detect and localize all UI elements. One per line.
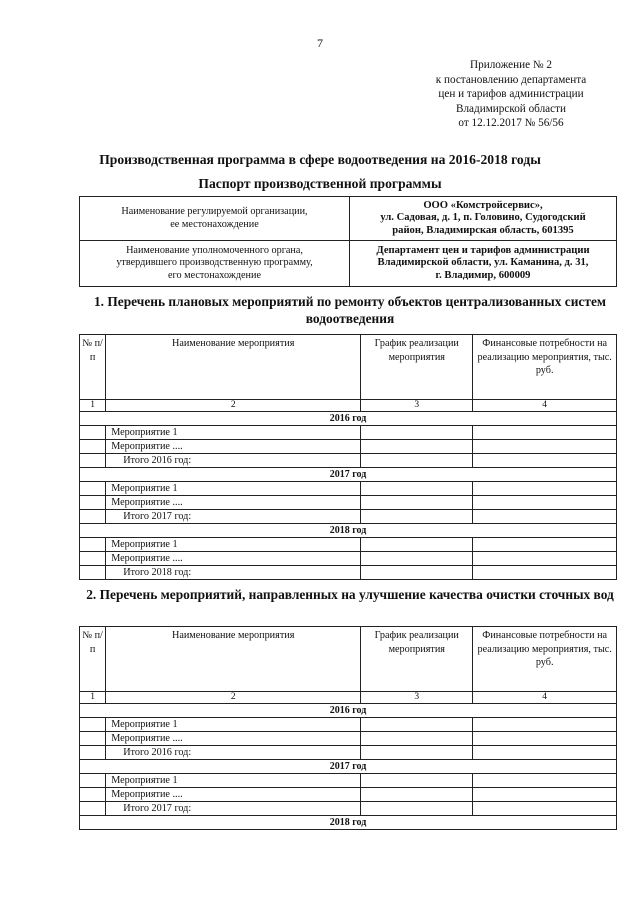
cell-finance	[473, 774, 617, 788]
year-label: 2016 год	[80, 704, 617, 718]
total-label: Итого 2017 год:	[106, 510, 361, 524]
cell-schedule	[361, 496, 473, 510]
table-row	[80, 496, 617, 510]
year-label: 2016 год	[80, 412, 617, 426]
year-row	[80, 704, 617, 718]
year-row	[80, 760, 617, 774]
cell-num	[80, 746, 106, 760]
appendix-line: к постановлению департамента	[435, 73, 587, 86]
cell-schedule	[361, 538, 473, 552]
table-row	[80, 538, 617, 552]
cell-schedule	[361, 454, 473, 468]
total-label: Итого 2016 год:	[106, 454, 361, 468]
total-row	[80, 566, 617, 580]
cell-num	[80, 440, 106, 454]
appendix-block	[400, 58, 622, 131]
year-row	[80, 524, 617, 538]
cell-schedule	[361, 788, 473, 802]
section1-table	[79, 334, 617, 580]
header-num: № п/п	[80, 627, 106, 692]
passport-row-authority	[80, 241, 617, 287]
header-finance: Финансовые потребности на реализацию мероприятия, тыс. руб.	[473, 335, 617, 400]
cell-finance	[473, 482, 617, 496]
header-schedule: График реализации мероприятия	[361, 335, 473, 400]
cell-schedule	[361, 552, 473, 566]
column-number: 1	[80, 400, 106, 412]
table-row	[80, 440, 617, 454]
section2-title: 2. Перечень мероприятий, направленных на улучшение качества очистки сточных вод	[86, 587, 614, 602]
cell-finance	[473, 440, 617, 454]
column-number: 4	[473, 400, 617, 412]
table-row	[80, 718, 617, 732]
activity-name: Мероприятие 1	[106, 538, 361, 552]
appendix-line: Приложение № 2	[470, 59, 552, 71]
cell-schedule	[361, 440, 473, 454]
cell-finance	[473, 454, 617, 468]
cell-finance	[473, 802, 617, 816]
passport-table	[79, 196, 617, 287]
activity-name: Мероприятие ....	[106, 732, 361, 746]
cell-finance	[473, 496, 617, 510]
cell-schedule	[361, 718, 473, 732]
cell-num	[80, 496, 106, 510]
header-num: № п/п	[80, 335, 106, 400]
passport-value: Департамент цен и тарифов администрации Владимирской области, ул. Каманина, д. 31, г. Владимир, 600009	[350, 241, 617, 287]
activity-name: Мероприятие 1	[106, 482, 361, 496]
year-label: 2017 год	[80, 468, 617, 482]
total-row	[80, 510, 617, 524]
passport-row-organization	[80, 197, 617, 241]
column-number: 1	[80, 692, 106, 704]
cell-num	[80, 802, 106, 816]
passport-value: ООО «Комстройсервис», ул. Садовая, д. 1, п. Головино, Судогодский район, Владимирская область, 601395	[350, 197, 617, 241]
cell-finance	[473, 538, 617, 552]
cell-num	[80, 510, 106, 524]
column-number-row	[80, 400, 617, 412]
cell-schedule	[361, 482, 473, 496]
appendix-line: от 12.12.2017 № 56/56	[458, 117, 564, 130]
appendix-line: цен и тарифов администрации	[438, 88, 584, 101]
activity-name: Мероприятие 1	[106, 718, 361, 732]
cell-finance	[473, 718, 617, 732]
cell-finance	[473, 426, 617, 440]
header-schedule: График реализации мероприятия	[361, 627, 473, 692]
passport-label: Наименование регулируемой организации, ее местонахождение	[80, 197, 350, 241]
cell-num	[80, 566, 106, 580]
total-row	[80, 454, 617, 468]
column-number: 4	[473, 692, 617, 704]
table-row	[80, 426, 617, 440]
appendix-line: Владимирской области	[456, 102, 566, 115]
cell-schedule	[361, 426, 473, 440]
passport-title: Паспорт производственной программы	[198, 176, 442, 191]
total-row	[80, 802, 617, 816]
total-label: Итого 2017 год:	[106, 802, 361, 816]
cell-finance	[473, 788, 617, 802]
column-number-row	[80, 692, 617, 704]
table-row	[80, 788, 617, 802]
main-title: Производственная программа в сфере водоотведения на 2016-2018 годы	[99, 152, 541, 167]
cell-schedule	[361, 774, 473, 788]
activity-name: Мероприятие ....	[106, 496, 361, 510]
cell-finance	[473, 746, 617, 760]
total-label: Итого 2018 год:	[106, 566, 361, 580]
cell-num	[80, 788, 106, 802]
header-name: Наименование мероприятия	[106, 335, 361, 400]
cell-schedule	[361, 746, 473, 760]
cell-schedule	[361, 510, 473, 524]
cell-finance	[473, 732, 617, 746]
total-label: Итого 2016 год:	[106, 746, 361, 760]
section1-title: 1. Перечень плановых мероприятий по ремонту объектов централизованных систем водоотведения	[93, 294, 607, 326]
passport-label: Наименование уполномоченного органа, утвердившего производственную программу, его местонахождение	[80, 241, 350, 287]
cell-num	[80, 774, 106, 788]
table-header-row	[80, 627, 617, 692]
activity-name: Мероприятие ....	[106, 788, 361, 802]
table-row	[80, 552, 617, 566]
year-row	[80, 468, 617, 482]
column-number: 2	[106, 400, 361, 412]
column-number: 2	[106, 692, 361, 704]
total-row	[80, 746, 617, 760]
column-number: 3	[361, 692, 473, 704]
year-row	[80, 412, 617, 426]
cell-num	[80, 426, 106, 440]
column-number: 3	[361, 400, 473, 412]
table-row	[80, 732, 617, 746]
activity-name: Мероприятие 1	[106, 426, 361, 440]
cell-num	[80, 454, 106, 468]
cell-schedule	[361, 732, 473, 746]
cell-finance	[473, 566, 617, 580]
table-row	[80, 774, 617, 788]
year-label: 2017 год	[80, 760, 617, 774]
cell-num	[80, 552, 106, 566]
cell-finance	[473, 552, 617, 566]
table-header-row	[80, 335, 617, 400]
table-row	[80, 482, 617, 496]
cell-schedule	[361, 802, 473, 816]
cell-num	[80, 718, 106, 732]
section2-table	[79, 626, 617, 830]
cell-schedule	[361, 566, 473, 580]
activity-name: Мероприятие 1	[106, 774, 361, 788]
header-finance: Финансовые потребности на реализацию мероприятия, тыс. руб.	[473, 627, 617, 692]
page-number: 7	[317, 36, 323, 50]
activity-name: Мероприятие ....	[106, 440, 361, 454]
cell-num	[80, 482, 106, 496]
activity-name: Мероприятие ....	[106, 552, 361, 566]
year-label: 2018 год	[80, 816, 617, 830]
year-row	[80, 816, 617, 830]
cell-finance	[473, 510, 617, 524]
cell-num	[80, 538, 106, 552]
header-name: Наименование мероприятия	[106, 627, 361, 692]
cell-num	[80, 732, 106, 746]
year-label: 2018 год	[80, 524, 617, 538]
